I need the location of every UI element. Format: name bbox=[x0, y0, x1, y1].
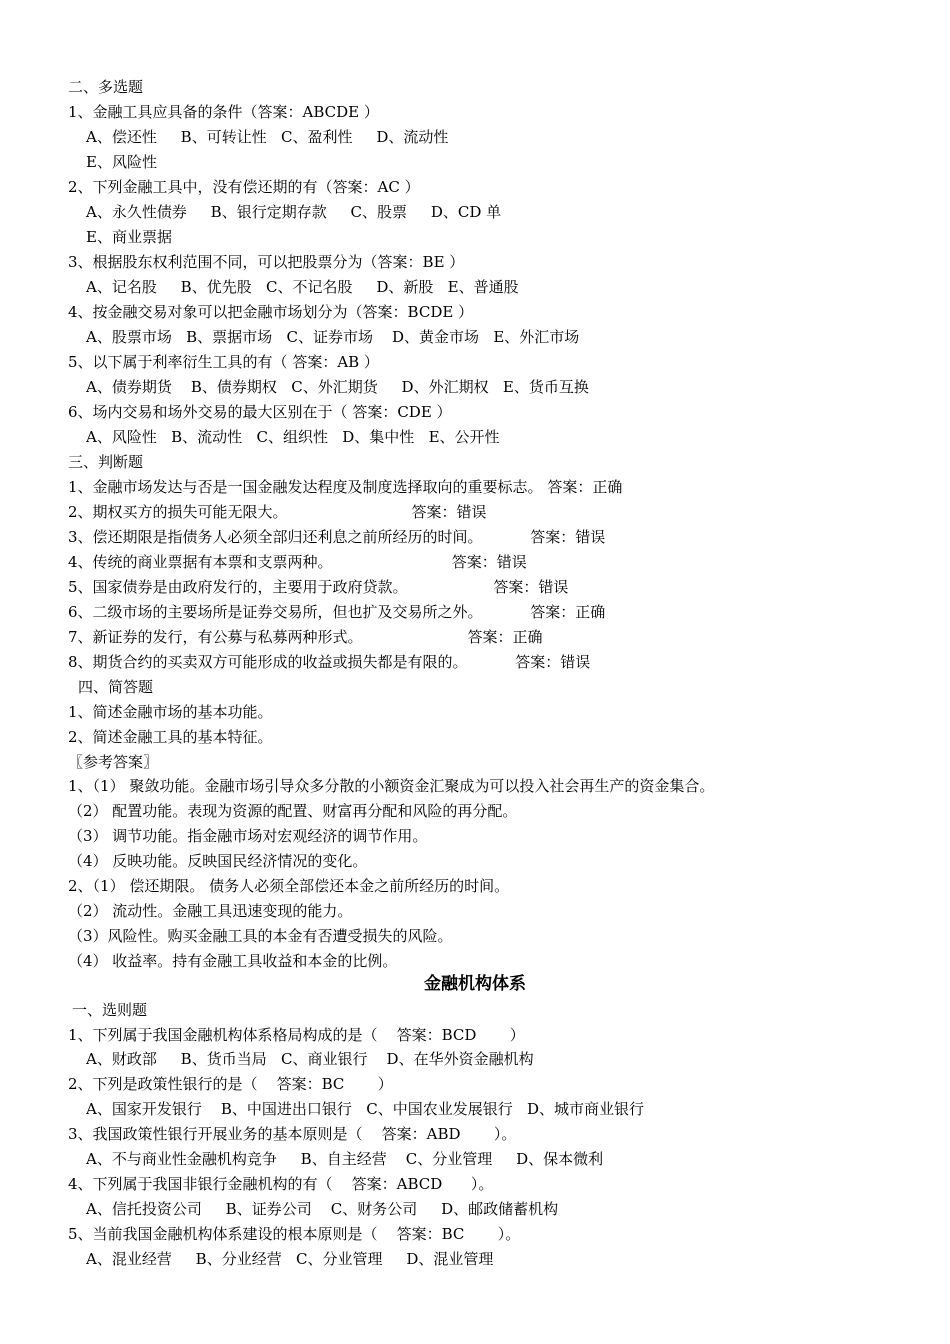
answer-options: A、永久性债券 B、银行定期存款 C、股票 D、CD 单 bbox=[86, 203, 502, 221]
statement-text: 4、传统的商业票据有本票和支票两种。 答案：错误 bbox=[68, 553, 527, 571]
answer-options: A、财政部 B、货币当局 C、商业银行 D、在华外资金融机构 bbox=[86, 1050, 534, 1068]
answer-options: A、不与商业性金融机构竞争 B、自主经营 C、分业管理 D、保本微利 bbox=[86, 1150, 604, 1168]
statement-text: 7、新证券的发行，有公募与私募两种形式。 答案：正确 bbox=[68, 628, 543, 646]
question-text: 4、下列属于我国非银行金融机构的有（ 答案：ABCD ）。 bbox=[68, 1175, 494, 1193]
answer-options: A、信托投资公司 B、证券公司 C、财务公司 D、邮政储蓄机构 bbox=[86, 1200, 559, 1218]
statement-text: 3、偿还期限是指债务人必须全部归还利息之前所经历的时间。 答案：错误 bbox=[68, 528, 606, 546]
answer-text: （3） 调节功能。指金融市场对宏观经济的调节作用。 bbox=[68, 827, 428, 845]
statement-text: 2、期权买方的损失可能无限大。 答案：错误 bbox=[68, 503, 487, 521]
section-title: 金融机构体系 bbox=[424, 974, 526, 994]
question-text: 6、场内交易和场外交易的最大区别在于（ 答案：CDE ） bbox=[68, 403, 452, 421]
statement-text: 6、二级市场的主要场所是证券交易所，但也扩及交易所之外。 答案：正确 bbox=[68, 603, 606, 621]
answer-options: A、偿还性 B、可转让性 C、盈利性 D、流动性 bbox=[86, 128, 449, 146]
answer-options: A、债券期货 B、债券期权 C、外汇期货 D、外汇期权 E、货币互换 bbox=[86, 378, 589, 396]
question-text: 1、下列属于我国金融机构体系格局构成的是（ 答案：BCD ） bbox=[68, 1026, 525, 1044]
question-text: 3、根据股东权利范围不同，可以把股票分为（答案：BE ） bbox=[68, 253, 465, 271]
answer-text: （3）风险性。购买金融工具的本金有否遭受损失的风险。 bbox=[68, 927, 453, 945]
answer-options: A、记名股 B、优先股 C、不记名股 D、新股 E、普通股 bbox=[86, 278, 519, 296]
question-text: 3、我国政策性银行开展业务的基本原则是（ 答案：ABD ）。 bbox=[68, 1125, 517, 1143]
answer-options: A、风险性 B、流动性 C、组织性 D、集中性 E、公开性 bbox=[86, 428, 500, 446]
question-text: 2、下列金融工具中，没有偿还期的有（答案：AC ） bbox=[68, 178, 420, 196]
answer-text: （2） 流动性。金融工具迅速变现的能力。 bbox=[68, 902, 353, 920]
answer-text: （2） 配置功能。表现为资源的配置、财富再分配和风险的再分配。 bbox=[68, 802, 518, 820]
heading-short-answer: 四、简答题 bbox=[78, 678, 154, 696]
answer-text: （4） 收益率。持有金融工具收益和本金的比例。 bbox=[68, 952, 398, 970]
reference-answer-heading: 〖参考答案〗 bbox=[68, 753, 159, 771]
heading-true-false: 三、判断题 bbox=[68, 453, 144, 471]
statement-text: 8、期货合约的买卖双方可能形成的收益或损失都是有限的。 答案：错误 bbox=[68, 653, 591, 671]
answer-options: A、股票市场 B、票据市场 C、证券市场 D、黄金市场 E、外汇市场 bbox=[86, 328, 580, 346]
statement-text: 5、国家债券是由政府发行的，主要用于政府贷款。 答案：错误 bbox=[68, 578, 569, 596]
answer-options: E、商业票据 bbox=[86, 228, 172, 246]
answer-text: 1、（1） 聚敛功能。金融市场引导众多分散的小额资金汇聚成为可以投入社会再生产的资金集合。 bbox=[68, 777, 715, 795]
heading-choice: 一、选则题 bbox=[72, 1001, 148, 1019]
question-text: 1、金融工具应具备的条件（答案：ABCDE ） bbox=[68, 103, 379, 121]
answer-text: （4） 反映功能。反映国民经济情况的变化。 bbox=[68, 852, 368, 870]
heading-multiple-choice: 二、多选题 bbox=[68, 78, 144, 96]
question-text: 2、简述金融工具的基本特征。 bbox=[68, 728, 273, 746]
statement-text: 1、金融市场发达与否是一国金融发达程度及制度选择取向的重要标志。 答案：正确 bbox=[68, 478, 623, 496]
question-text: 5、当前我国金融机构体系建设的根本原则是（ 答案：BC ）。 bbox=[68, 1225, 521, 1243]
answer-text: 2、（1） 偿还期限。 债务人必须全部偿还本金之前所经历的时间。 bbox=[68, 877, 510, 895]
answer-options: A、国家开发银行 B、中国进出口银行 C、中国农业发展银行 D、城市商业银行 bbox=[86, 1100, 645, 1118]
question-text: 5、以下属于利率衍生工具的有（ 答案：AB ） bbox=[68, 353, 379, 371]
answer-options: E、风险性 bbox=[86, 153, 157, 171]
question-text: 2、下列是政策性银行的是（ 答案：BC ） bbox=[68, 1075, 393, 1093]
question-text: 4、按金融交易对象可以把金融市场划分为（答案：BCDE ） bbox=[68, 303, 474, 321]
question-text: 1、简述金融市场的基本功能。 bbox=[68, 703, 273, 721]
answer-options: A、混业经营 B、分业经营 C、分业管理 D、混业管理 bbox=[86, 1250, 494, 1268]
